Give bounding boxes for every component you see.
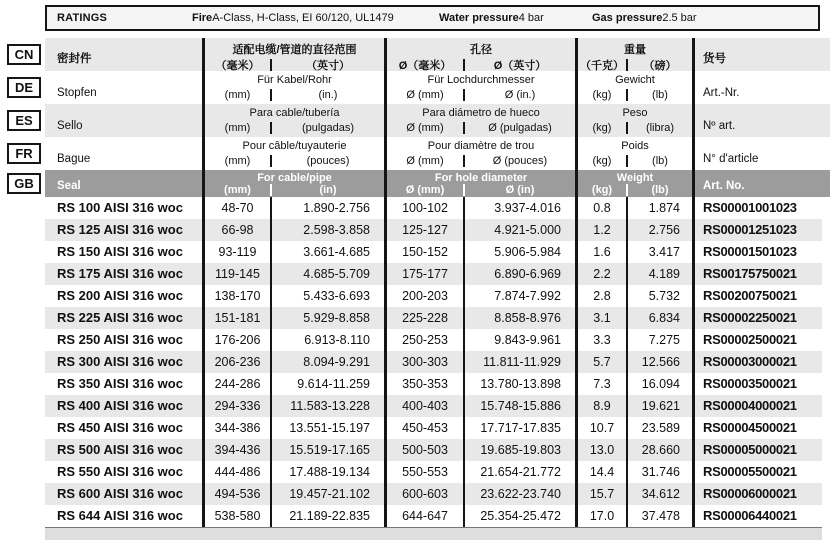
hole-in-range: 9.843-9.961 [465, 329, 578, 351]
language-badge-cell [0, 38, 45, 71]
weight-title: Peso [622, 107, 648, 119]
cable-in-unit: （英寸） [306, 60, 350, 72]
cable-pipe-header-group [205, 38, 387, 71]
weight-kg-value: 17.0 [578, 505, 628, 527]
article-number: RS00003500021 [703, 376, 797, 391]
cable-in-unit: (pouces) [306, 155, 350, 167]
seal-name: RS 175 AISI 316 woc [45, 263, 205, 285]
cable-in-range: 6.913-8.110 [272, 329, 387, 351]
hole-mm-range: 450-453 [387, 417, 465, 439]
seal-name: RS 600 AISI 316 woc [45, 483, 205, 505]
hole-mm-unit: Ø (mm) [406, 89, 444, 101]
weight-kg-value: 0.8 [578, 197, 628, 219]
weight-lb-value: 1.874 [628, 197, 695, 219]
fire-rating: Fire A-Class, H-Class, EI 60/120, UL1479 [192, 12, 394, 24]
cable-pipe-title: Pour câble/tuyauterie [242, 140, 347, 152]
hole-mm-range: 300-303 [387, 351, 465, 373]
hole-in-range: 21.654-21.772 [465, 461, 578, 483]
cable-pipe-header-group [205, 170, 387, 197]
cable-mm-range: 394-436 [205, 439, 272, 461]
article-number: RS00006000021 [703, 486, 797, 501]
weight-lb-value: 5.732 [628, 285, 695, 307]
table-row [45, 417, 822, 439]
table-row [45, 241, 822, 263]
weight-kg-value: 15.7 [578, 483, 628, 505]
weight-header-group [578, 170, 695, 197]
table-row [45, 219, 822, 241]
weight-title: Poids [621, 140, 649, 152]
weight-title: Weight [616, 172, 654, 184]
weight-kg-value: 10.7 [578, 417, 628, 439]
cable-mm-range: 93-119 [205, 241, 272, 263]
weight-lb-value: 3.417 [628, 241, 695, 263]
spec-table [0, 38, 830, 528]
hole-mm-range: 150-152 [387, 241, 465, 263]
weight-kg-value: 8.9 [578, 395, 628, 417]
weight-lb-unit: (lb) [651, 184, 669, 196]
hole-in-unit: Ø (in) [505, 184, 535, 196]
cable-pipe-title: Para cable/tubería [249, 107, 340, 119]
hole-in-unit: Ø（英寸） [493, 60, 547, 72]
weight-kg-value: 2.2 [578, 263, 628, 285]
hole-diameter-title: Pour diamètre de trou [427, 140, 535, 152]
cable-in-range: 3.661-4.685 [272, 241, 387, 263]
language-badge: DE [7, 77, 41, 98]
table-header-row [0, 71, 830, 104]
weight-header-group [578, 38, 695, 71]
seal-name: RS 100 AISI 316 woc [45, 197, 205, 219]
weight-kg-unit: (kg) [592, 122, 612, 134]
weight-lb-unit: （磅） [643, 60, 677, 72]
hole-mm-range: 225-228 [387, 307, 465, 329]
hole-mm-range: 100-102 [387, 197, 465, 219]
cable-pipe-title: Für Kabel/Rohr [257, 74, 332, 86]
hole-in-range: 5.906-5.984 [465, 241, 578, 263]
weight-title: 重量 [624, 44, 646, 56]
table-row [45, 197, 822, 219]
seal-name: RS 500 AISI 316 woc [45, 439, 205, 461]
cable-mm-range: 176-206 [205, 329, 272, 351]
cable-in-range: 5.433-6.693 [272, 285, 387, 307]
weight-lb-unit: (lb) [652, 89, 668, 101]
article-number: RS00005500021 [703, 464, 797, 479]
cable-pipe-header-group [205, 104, 387, 137]
weight-kg-value: 3.3 [578, 329, 628, 351]
weight-kg-value: 2.8 [578, 285, 628, 307]
hole-mm-range: 250-253 [387, 329, 465, 351]
hole-mm-unit: Ø（毫米） [398, 60, 452, 72]
table-row [45, 483, 822, 505]
table-row [45, 307, 822, 329]
weight-lb-unit: (lb) [652, 155, 668, 167]
seal-name: RS 350 AISI 316 woc [45, 373, 205, 395]
article-column-label: Nº art. [703, 120, 736, 132]
weight-lb-value: 12.566 [628, 351, 695, 373]
table-body [45, 197, 822, 528]
weight-kg-value: 7.3 [578, 373, 628, 395]
weight-kg-value: 1.2 [578, 219, 628, 241]
seal-column-label: Bague [45, 137, 205, 170]
weight-header-group [578, 71, 695, 104]
cable-mm-range: 48-70 [205, 197, 272, 219]
cable-mm-range: 538-580 [205, 505, 272, 527]
hole-mm-range: 600-603 [387, 483, 465, 505]
cable-in-range: 17.488-19.134 [272, 461, 387, 483]
table-row [45, 373, 822, 395]
language-badge-cell [0, 137, 45, 170]
table-row [45, 461, 822, 483]
seal-name: RS 125 AISI 316 woc [45, 219, 205, 241]
hole-diameter-title: For hole diameter [434, 172, 528, 184]
table-row [45, 351, 822, 373]
hole-diameter-title: 孔径 [470, 44, 492, 56]
cable-in-unit: (in) [319, 184, 337, 196]
article-number: RS00002500021 [703, 332, 797, 347]
article-number: RS00004000021 [703, 398, 797, 413]
article-number: RS00001001023 [703, 200, 797, 215]
hole-mm-range: 175-177 [387, 263, 465, 285]
weight-lb-value: 16.094 [628, 373, 695, 395]
weight-lb-value: 34.612 [628, 483, 695, 505]
cable-mm-range: 294-336 [205, 395, 272, 417]
table-row [45, 285, 822, 307]
cable-mm-unit: (mm) [224, 155, 251, 167]
cable-in-range: 15.519-17.165 [272, 439, 387, 461]
weight-header-group [578, 104, 695, 137]
table-row [45, 505, 822, 527]
seal-name: RS 644 AISI 316 woc [45, 505, 205, 527]
hole-in-range: 23.622-23.740 [465, 483, 578, 505]
cable-mm-unit: （毫米） [215, 60, 260, 72]
hole-diameter-header-group [387, 104, 578, 137]
hole-in-range: 15.748-15.886 [465, 395, 578, 417]
weight-lb-value: 19.621 [628, 395, 695, 417]
cable-mm-range: 66-98 [205, 219, 272, 241]
weight-lb-value: 6.834 [628, 307, 695, 329]
cable-mm-range: 344-386 [205, 417, 272, 439]
weight-kg-value: 5.7 [578, 351, 628, 373]
language-badge-cell [0, 104, 45, 137]
cable-in-range: 11.583-13.228 [272, 395, 387, 417]
weight-lb-unit: (libra) [645, 122, 675, 134]
weight-kg-unit: (kg) [591, 184, 613, 196]
table-header-row [0, 170, 830, 197]
language-badge: GB [7, 173, 41, 194]
ratings-title: RATINGS [57, 12, 108, 24]
hole-in-range: 13.780-13.898 [465, 373, 578, 395]
hole-mm-range: 550-553 [387, 461, 465, 483]
table-header [0, 38, 830, 197]
hole-mm-unit: Ø (mm) [406, 122, 444, 134]
cable-in-range: 19.457-21.102 [272, 483, 387, 505]
article-column-label: N° d'article [703, 153, 759, 165]
article-number: RS00003000021 [703, 354, 797, 369]
seal-name: RS 400 AISI 316 woc [45, 395, 205, 417]
cable-in-unit: (in.) [318, 89, 338, 101]
table-row [45, 329, 822, 351]
weight-kg-value: 1.6 [578, 241, 628, 263]
cable-mm-unit: (mm) [224, 89, 251, 101]
hole-mm-range: 350-353 [387, 373, 465, 395]
article-column-label: Art.-Nr. [703, 87, 740, 99]
table-row [45, 395, 822, 417]
seal-name: RS 200 AISI 316 woc [45, 285, 205, 307]
hole-diameter-title: Para diámetro de hueco [422, 107, 540, 119]
cable-pipe-title: For cable/pipe [257, 172, 332, 184]
cable-mm-range: 119-145 [205, 263, 272, 285]
cable-mm-unit: (mm) [224, 184, 251, 196]
cable-in-range: 5.929-8.858 [272, 307, 387, 329]
hole-diameter-header-group [387, 170, 578, 197]
cable-pipe-header-group [205, 137, 387, 170]
weight-lb-value: 37.478 [628, 505, 695, 527]
cable-mm-range: 151-181 [205, 307, 272, 329]
language-badge: FR [7, 143, 41, 164]
seal-column-label: Stopfen [45, 71, 205, 104]
weight-lb-value: 7.275 [628, 329, 695, 351]
gas-pressure-rating: Gas pressure 2.5 bar [592, 12, 697, 24]
table-footer-strip [45, 528, 822, 540]
hole-diameter-header-group [387, 38, 578, 71]
weight-lb-value: 23.589 [628, 417, 695, 439]
article-number: RS00200750021 [703, 288, 797, 303]
weight-kg-value: 3.1 [578, 307, 628, 329]
seal-column-label: Seal [45, 170, 205, 197]
weight-kg-value: 13.0 [578, 439, 628, 461]
seal-name: RS 450 AISI 316 woc [45, 417, 205, 439]
hole-in-range: 17.717-17.835 [465, 417, 578, 439]
language-badge-cell [0, 71, 45, 104]
language-badge-cell [0, 170, 45, 197]
weight-kg-unit: (kg) [592, 155, 612, 167]
hole-in-unit: Ø (pulgadas) [488, 122, 552, 134]
hole-mm-range: 200-203 [387, 285, 465, 307]
cable-pipe-header-group [205, 71, 387, 104]
cable-mm-range: 138-170 [205, 285, 272, 307]
hole-diameter-title: Für Lochdurchmesser [427, 74, 535, 86]
cable-in-unit: (pulgadas) [302, 122, 354, 134]
article-number: RS00005000021 [703, 442, 797, 457]
hole-in-range: 7.874-7.992 [465, 285, 578, 307]
language-badge: CN [7, 44, 41, 65]
hole-in-range: 3.937-4.016 [465, 197, 578, 219]
cable-in-range: 4.685-5.709 [272, 263, 387, 285]
cable-in-range: 21.189-22.835 [272, 505, 387, 527]
table-row [45, 439, 822, 461]
article-number: RS00006440021 [703, 508, 797, 523]
cable-mm-unit: (mm) [224, 122, 251, 134]
hole-in-unit: Ø (in.) [504, 89, 536, 101]
weight-kg-unit: (kg) [592, 89, 612, 101]
weight-kg-unit: （千克） [580, 60, 624, 72]
hole-mm-unit: Ø (mm) [405, 184, 445, 196]
hole-diameter-header-group [387, 137, 578, 170]
cable-in-range: 9.614-11.259 [272, 373, 387, 395]
hole-diameter-header-group [387, 71, 578, 104]
seal-name: RS 300 AISI 316 woc [45, 351, 205, 373]
ratings-bar [45, 5, 820, 31]
weight-lb-value: 4.189 [628, 263, 695, 285]
article-number: RS00004500021 [703, 420, 797, 435]
hole-mm-unit: Ø (mm) [406, 155, 444, 167]
article-number: RS00002250021 [703, 310, 797, 325]
article-number: RS00175750021 [703, 266, 797, 281]
cable-pipe-title: 适配电缆/管道的直径范围 [232, 44, 357, 56]
weight-lb-value: 2.756 [628, 219, 695, 241]
article-number: RS00001501023 [703, 244, 797, 259]
article-number: RS00001251023 [703, 222, 797, 237]
weight-lb-value: 28.660 [628, 439, 695, 461]
seal-column-label: Sello [45, 104, 205, 137]
weight-lb-value: 31.746 [628, 461, 695, 483]
table-header-row [0, 104, 830, 137]
hole-mm-range: 644-647 [387, 505, 465, 527]
seal-column-label: 密封件 [45, 38, 205, 71]
hole-mm-range: 125-127 [387, 219, 465, 241]
weight-title: Gewicht [615, 74, 655, 86]
weight-header-group [578, 137, 695, 170]
cable-in-range: 13.551-15.197 [272, 417, 387, 439]
hole-in-range: 8.858-8.976 [465, 307, 578, 329]
article-column-label: 货号 [703, 53, 726, 65]
table-header-row [0, 137, 830, 170]
weight-kg-value: 14.4 [578, 461, 628, 483]
seal-name: RS 250 AISI 316 woc [45, 329, 205, 351]
hole-in-range: 11.811-11.929 [465, 351, 578, 373]
article-column-label: Art. No. [703, 180, 745, 192]
cable-mm-range: 206-236 [205, 351, 272, 373]
hole-in-range: 6.890-6.969 [465, 263, 578, 285]
hole-in-unit: Ø (pouces) [492, 155, 548, 167]
hole-in-range: 19.685-19.803 [465, 439, 578, 461]
cable-mm-range: 494-536 [205, 483, 272, 505]
table-row [45, 263, 822, 285]
cable-mm-range: 244-286 [205, 373, 272, 395]
table-header-row [0, 38, 830, 71]
cable-in-range: 8.094-9.291 [272, 351, 387, 373]
language-badge: ES [7, 110, 41, 131]
seal-name: RS 150 AISI 316 woc [45, 241, 205, 263]
cable-in-range: 2.598-3.858 [272, 219, 387, 241]
seal-name: RS 550 AISI 316 woc [45, 461, 205, 483]
hole-mm-range: 400-403 [387, 395, 465, 417]
hole-in-range: 25.354-25.472 [465, 505, 578, 527]
seal-name: RS 225 AISI 316 woc [45, 307, 205, 329]
water-pressure-rating: Water pressure 4 bar [439, 12, 544, 24]
hole-in-range: 4.921-5.000 [465, 219, 578, 241]
hole-mm-range: 500-503 [387, 439, 465, 461]
cable-mm-range: 444-486 [205, 461, 272, 483]
cable-in-range: 1.890-2.756 [272, 197, 387, 219]
